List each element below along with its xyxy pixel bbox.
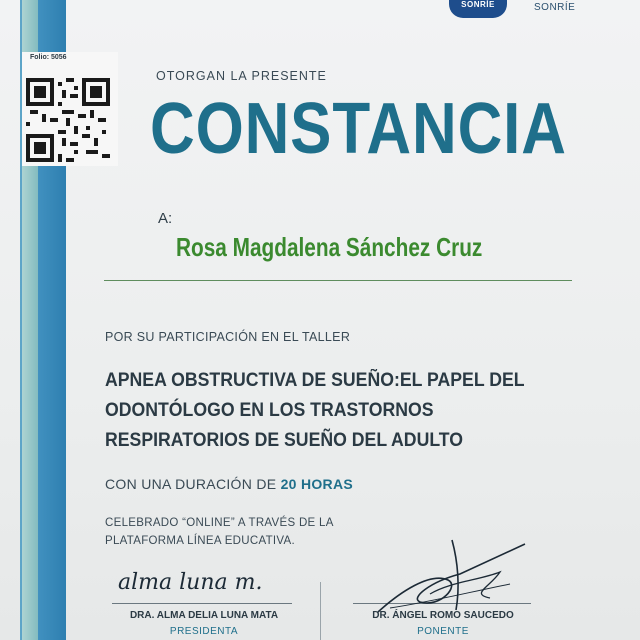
- signer-role-ponente: PONENTE: [417, 626, 469, 637]
- signature-ponente: [370, 532, 540, 622]
- qr-code-icon: [26, 78, 110, 162]
- workshop-title-line: APNEA OBSTRUCTIVA DE SUEÑO:EL PAPEL DEL: [105, 370, 525, 391]
- recipient-name: Rosa Magdalena Sánchez Cruz: [176, 232, 483, 262]
- signer-name-presidenta: DRA. ALMA DELIA LUNA MATA: [129, 610, 279, 621]
- logo-badge-text: SONRÍE: [461, 0, 495, 9]
- signature-line-left: [112, 603, 292, 604]
- intro-text: OTORGAN LA PRESENTE: [156, 69, 327, 83]
- logo-side-text: SONRÍE: [534, 2, 576, 13]
- duration-prefix: CON UNA DURACIÓN DE: [105, 476, 281, 492]
- logo-badge: [449, 0, 507, 18]
- certificate-title: CONSTANCIA: [150, 89, 567, 169]
- signature-presidenta: alma luna m.: [118, 570, 263, 595]
- workshop-title-line: ODONTÓLOGO EN LOS TRASTORNOS: [105, 400, 434, 421]
- celebrated-line: CELEBRADO “ONLINE” A TRAVÉS DE LA: [105, 517, 334, 529]
- duration-text: [105, 476, 353, 492]
- name-underline: [104, 280, 572, 281]
- signer-role-presidenta: PRESIDENTA: [169, 626, 239, 637]
- participation-text: POR SU PARTICIPACIÓN EN EL TALLER: [105, 330, 351, 344]
- signature-divider: [320, 582, 321, 640]
- workshop-title-line: RESPIRATORIOS DE SUEÑO DEL ADULTO: [105, 430, 464, 451]
- workshop-title: [105, 366, 533, 456]
- celebrated-line: PLATAFORMA LÍNEA EDUCATIVA.: [105, 535, 296, 547]
- recipient-label: A:: [158, 210, 173, 227]
- celebrated-text: [105, 514, 334, 550]
- folio-number: Folio: 5056: [30, 54, 67, 61]
- signer-name-ponente: DR. ÁNGEL ROMO SAUCEDO: [372, 610, 514, 621]
- duration-hours: 20 HORAS: [280, 476, 353, 492]
